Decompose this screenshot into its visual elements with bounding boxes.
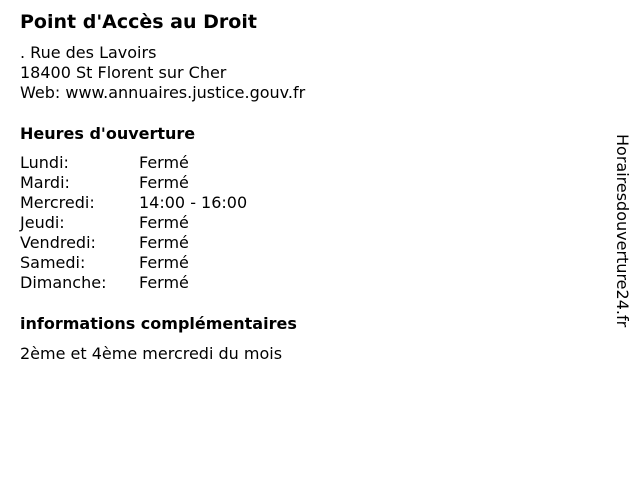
address-block [20,43,305,103]
day-label: Dimanche: [20,273,107,292]
hours-row-saturday [20,253,247,273]
day-hours: Fermé [139,213,189,232]
hours-row-friday [20,233,247,253]
hours-row-sunday [20,273,247,293]
day-hours: Fermé [139,273,189,292]
day-hours: Fermé [139,153,189,172]
watermark-text: Horairesdouverture24.fr [613,134,632,328]
address-street: . Rue des Lavoirs [20,43,157,62]
opening-hours-table [20,153,247,293]
watermark [612,134,632,346]
info-heading: informations complémentaires [20,314,297,333]
address-city: 18400 St Florent sur Cher [20,63,227,82]
address-web: Web: www.annuaires.justice.gouv.fr [20,83,306,102]
day-label: Mardi: [20,173,70,192]
page-title: Point d'Accès au Droit [20,11,257,33]
day-label: Vendredi: [20,233,96,252]
day-hours: Fermé [139,233,189,252]
hours-row-monday [20,153,247,173]
hours-heading: Heures d'ouverture [20,124,196,143]
day-label: Mercredi: [20,193,95,212]
hours-row-wednesday [20,193,247,213]
day-hours: Fermé [139,173,189,192]
hours-row-thursday [20,213,247,233]
day-label: Lundi: [20,153,69,172]
day-label: Samedi: [20,253,86,272]
hours-row-tuesday [20,173,247,193]
day-label: Jeudi: [20,213,65,232]
info-text: 2ème et 4ème mercredi du mois [20,344,283,363]
day-hours: Fermé [139,253,189,272]
day-hours: 14:00 - 16:00 [139,193,248,212]
